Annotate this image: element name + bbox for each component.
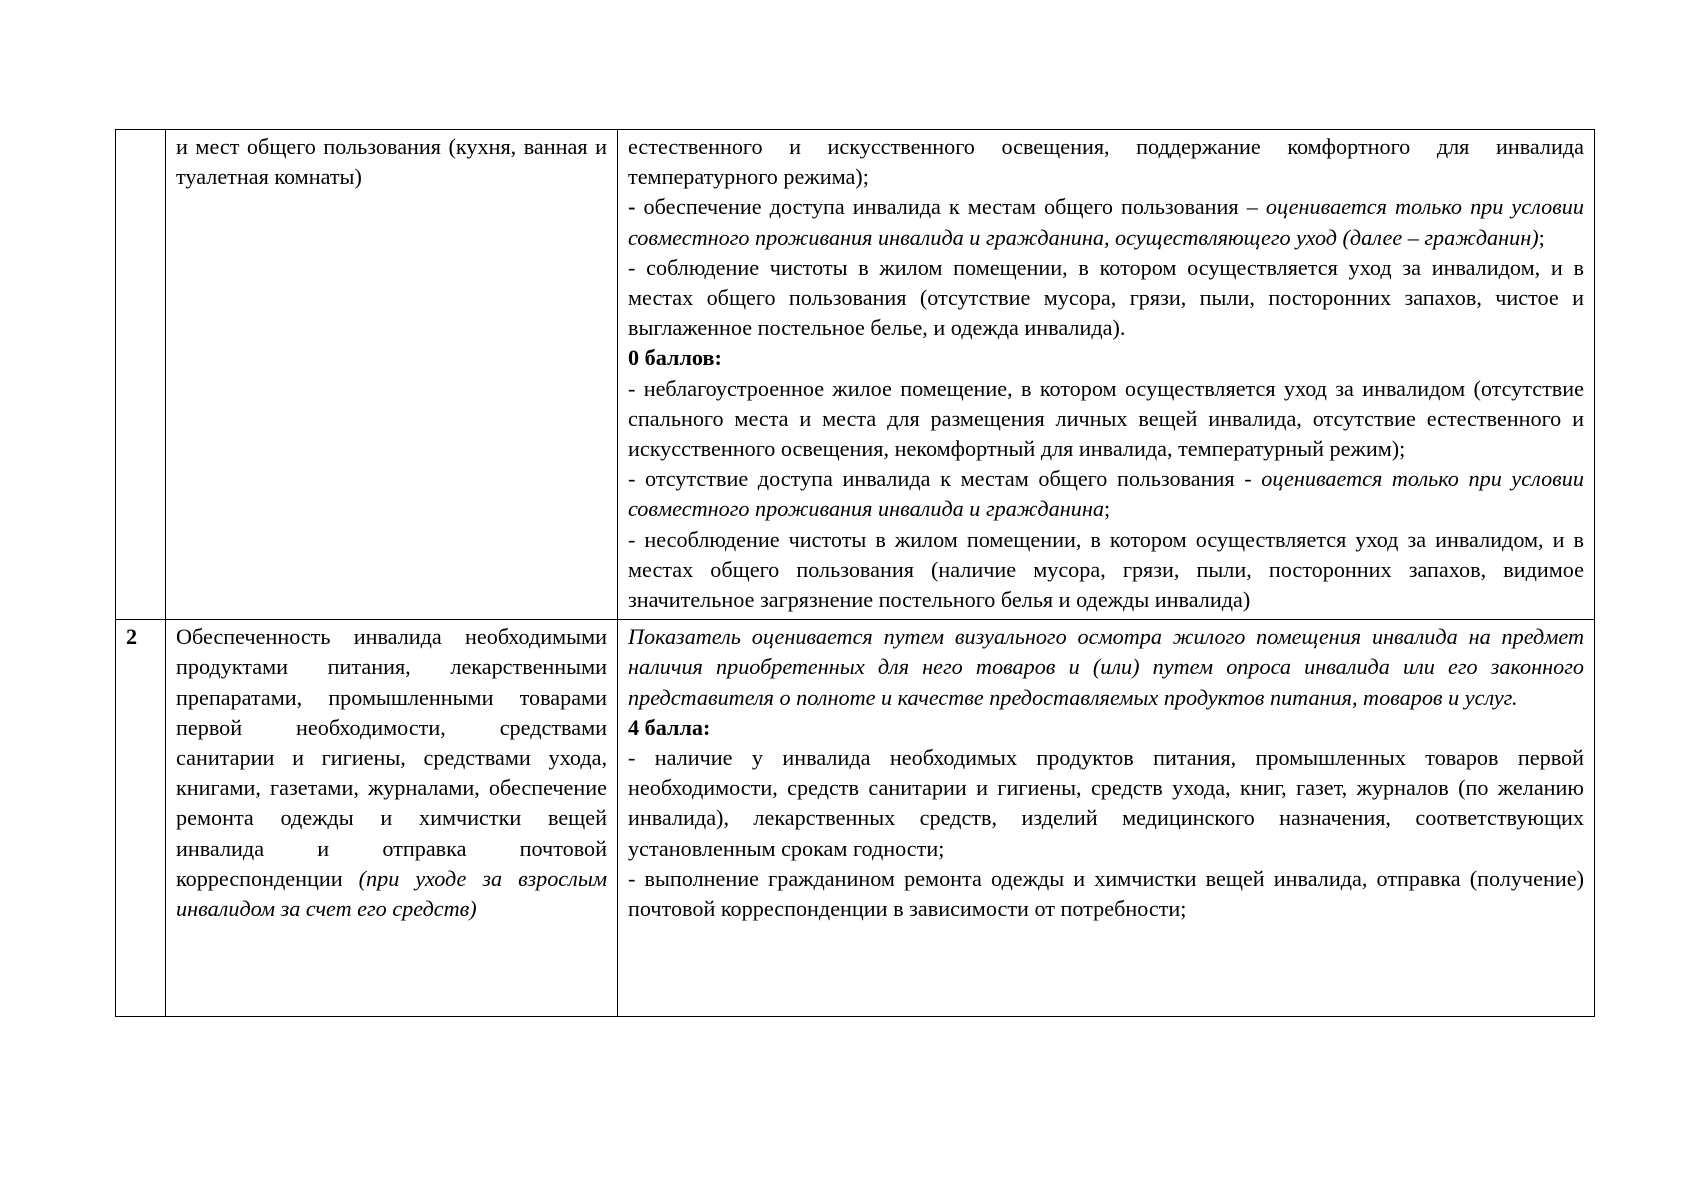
score-heading: 4 балла: (628, 714, 711, 740)
criterion-text: Обеспеченность инвалида необходимыми продуктами питания, лекарственными препаратами, промышленными товарами первой необходимости, средствами санитарии и гигиены, средствами ухода, книгами, газетами, журналами, обеспечение ремонта одежды и химчистки вещей инвалида и отправка почтовой корреспонденции (176, 624, 607, 891)
criterion-text: и мест общего пользования (кухня, ванная и туалетная комнаты) (176, 134, 607, 190)
assessment-table (115, 129, 1595, 1017)
list-item-text: - отсутствие доступа инвалида к местам общего пользования - (628, 466, 1262, 492)
list-item-end: ; (1538, 224, 1545, 250)
list-item-end: ; (1103, 496, 1111, 522)
list-item: - неблагоустроенное жилое помещение, в котором осуществляется уход за инвалидом (отсутствие спального места и места для размещения личных вещей инвалида, отсутствие естественного и искусственного освещения, некомфортный для инвалида, температурный режим); (628, 375, 1584, 462)
list-item-text: обеспечение доступа инвалида к местам общего пользования – (635, 194, 1266, 220)
row-number-cell (116, 130, 166, 620)
list-item: - наличие у инвалида необходимых продуктов питания, промышленных товаров первой необходимости, средств санитарии и гигиены, средств ухода, книг, газет, журналов (по желанию инвалида), лекарственных средств, изделий медицинского назначения, соответствующих установленным срокам годности; (628, 745, 1584, 861)
list-item (628, 464, 1584, 524)
score-heading: 0 баллов: (628, 345, 722, 371)
criterion-note: (при уходе за взрослым инвалидом за счет его средств) (176, 865, 607, 922)
row-number-cell: 2 (116, 620, 166, 1017)
list-item-note: оценивается только при условии совместного проживания инвалида и гражданина (628, 466, 1584, 522)
indicator-intro: Показатель оценивается путем визуального осмотра жилого помещения инвалида на предмет наличия приобретенных для него товаров и (или) путем опроса инвалида или его законного представителя о полноте и качестве предоставляемых продуктов питания, товаров и услуг. (628, 624, 1584, 710)
list-dash: - (628, 194, 636, 220)
description-cell (618, 620, 1595, 1017)
table-row (116, 620, 1595, 1017)
list-item (628, 192, 1584, 252)
list-item: - несоблюдение чистоты в жилом помещении, в котором осуществляется уход за инвалидом, и в местах общего пользования (наличие мусора, грязи, пыли, посторонних запахов, видимое значительное загрязнение постельного белья и одежды инвалида) (628, 526, 1584, 613)
continuation-text: естественного и искусственного освещения, поддержание комфортного для инвалида температурного режима); (628, 134, 1584, 190)
description-cell (618, 130, 1595, 620)
list-item: - соблюдение чистоты в жилом помещении, в котором осуществляется уход за инвалидом, и в местах общего пользования (отсутствие мусора, грязи, пыли, посторонних запахов, чистое и выглаженное постельное белье, и одежда инвалида). (628, 254, 1584, 341)
list-item-note: оценивается только при условии совместного проживания инвалида и гражданина, осуществляющего уход (далее – гражданин) (628, 194, 1584, 250)
criterion-cell (166, 130, 618, 620)
list-item: - выполнение гражданином ремонта одежды и химчистки вещей инвалида, отправка (получение) почтовой корреспонденции в зависимости от потребности; (628, 865, 1584, 922)
table-row (116, 130, 1595, 620)
criterion-cell (166, 620, 618, 1017)
